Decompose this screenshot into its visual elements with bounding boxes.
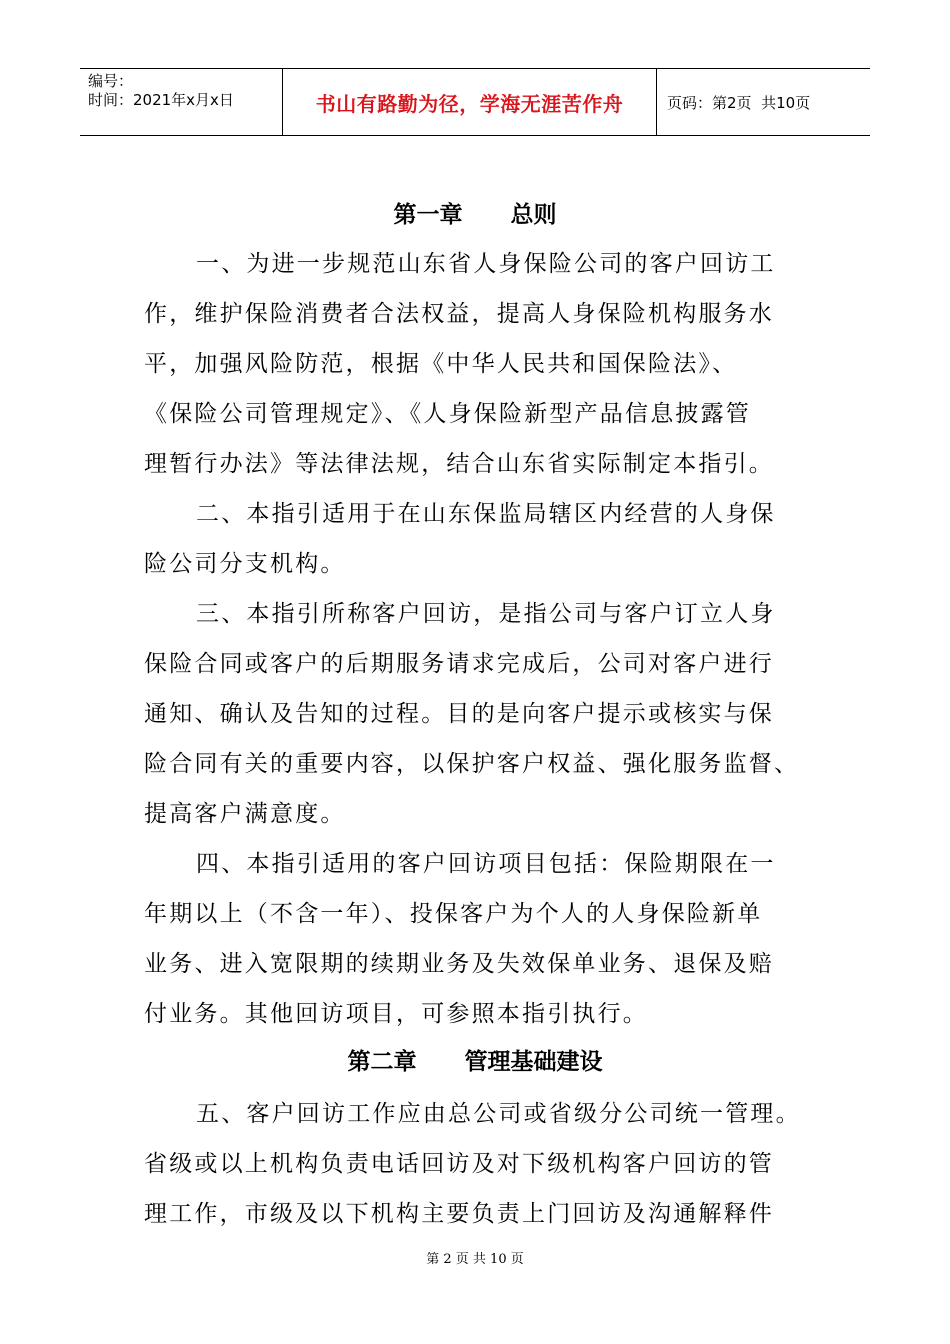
- text-line: 省级或以上机构负责电话回访及对下级机构客户回访的管: [144, 1151, 774, 1177]
- text-line: 作，维护保险消费者合法权益，提高人身保险机构服务水: [144, 301, 774, 327]
- document-time-label: 时间：2021年x月x日: [88, 91, 234, 109]
- text-line: 险合同有关的重要内容，以保护客户权益、强化服务监督、: [144, 751, 800, 777]
- header-meta: [80, 69, 283, 135]
- text-line: 业务、进入宽限期的续期业务及失效保单业务、退保及赔: [144, 951, 774, 977]
- text-line: 保险合同或客户的后期服务请求完成后，公司对客户进行: [144, 651, 774, 677]
- text-line: 付业务。其他回访项目，可参照本指引执行。: [144, 1001, 648, 1027]
- text-line: 三、本指引所称客户回访，是指公司与客户订立人身: [196, 601, 776, 627]
- text-line: 二、本指引适用于在山东保监局辖区内经营的人身保: [196, 501, 776, 527]
- page-header: [80, 68, 870, 136]
- text-line: 一、为进一步规范山东省人身保险公司的客户回访工: [196, 251, 776, 277]
- header-page-info: [657, 69, 870, 135]
- page-footer: 第 2 页 共 10 页: [426, 1252, 524, 1267]
- header-motto: 书山有路勤为径，学海无涯苦作舟: [283, 69, 657, 135]
- text-line: 提高客户满意度。: [144, 801, 346, 827]
- text-line: 四、本指引适用的客户回访项目包括：保险期限在一: [196, 851, 776, 877]
- page-number-label: 页码：第2页 共10页: [667, 93, 811, 112]
- chapter-1-title: 第一章 总则: [393, 202, 557, 228]
- text-line: 平，加强风险防范，根据《中华人民共和国保险法》、: [144, 351, 738, 377]
- document-number-label: 编号：: [88, 72, 134, 90]
- text-line: 五、客户回访工作应由总公司或省级分公司统一管理。: [196, 1101, 801, 1127]
- text-line: 年期以上（不含一年）、投保客户为个人的人身保险新单: [144, 901, 763, 927]
- text-line: 通知、确认及告知的过程。目的是向客户提示或核实与保: [144, 701, 774, 727]
- text-line: 理工作，市级及以下机构主要负责上门回访及沟通解释件: [144, 1201, 774, 1227]
- chapter-2-title: 第二章 管理基础建设: [347, 1049, 603, 1075]
- text-line: 理暂行办法》等法律法规，结合山东省实际制定本指引。: [144, 451, 774, 477]
- text-line: 《保险公司管理规定》、《人身保险新型产品信息披露管: [144, 401, 751, 427]
- text-line: 险公司分支机构。: [144, 551, 346, 577]
